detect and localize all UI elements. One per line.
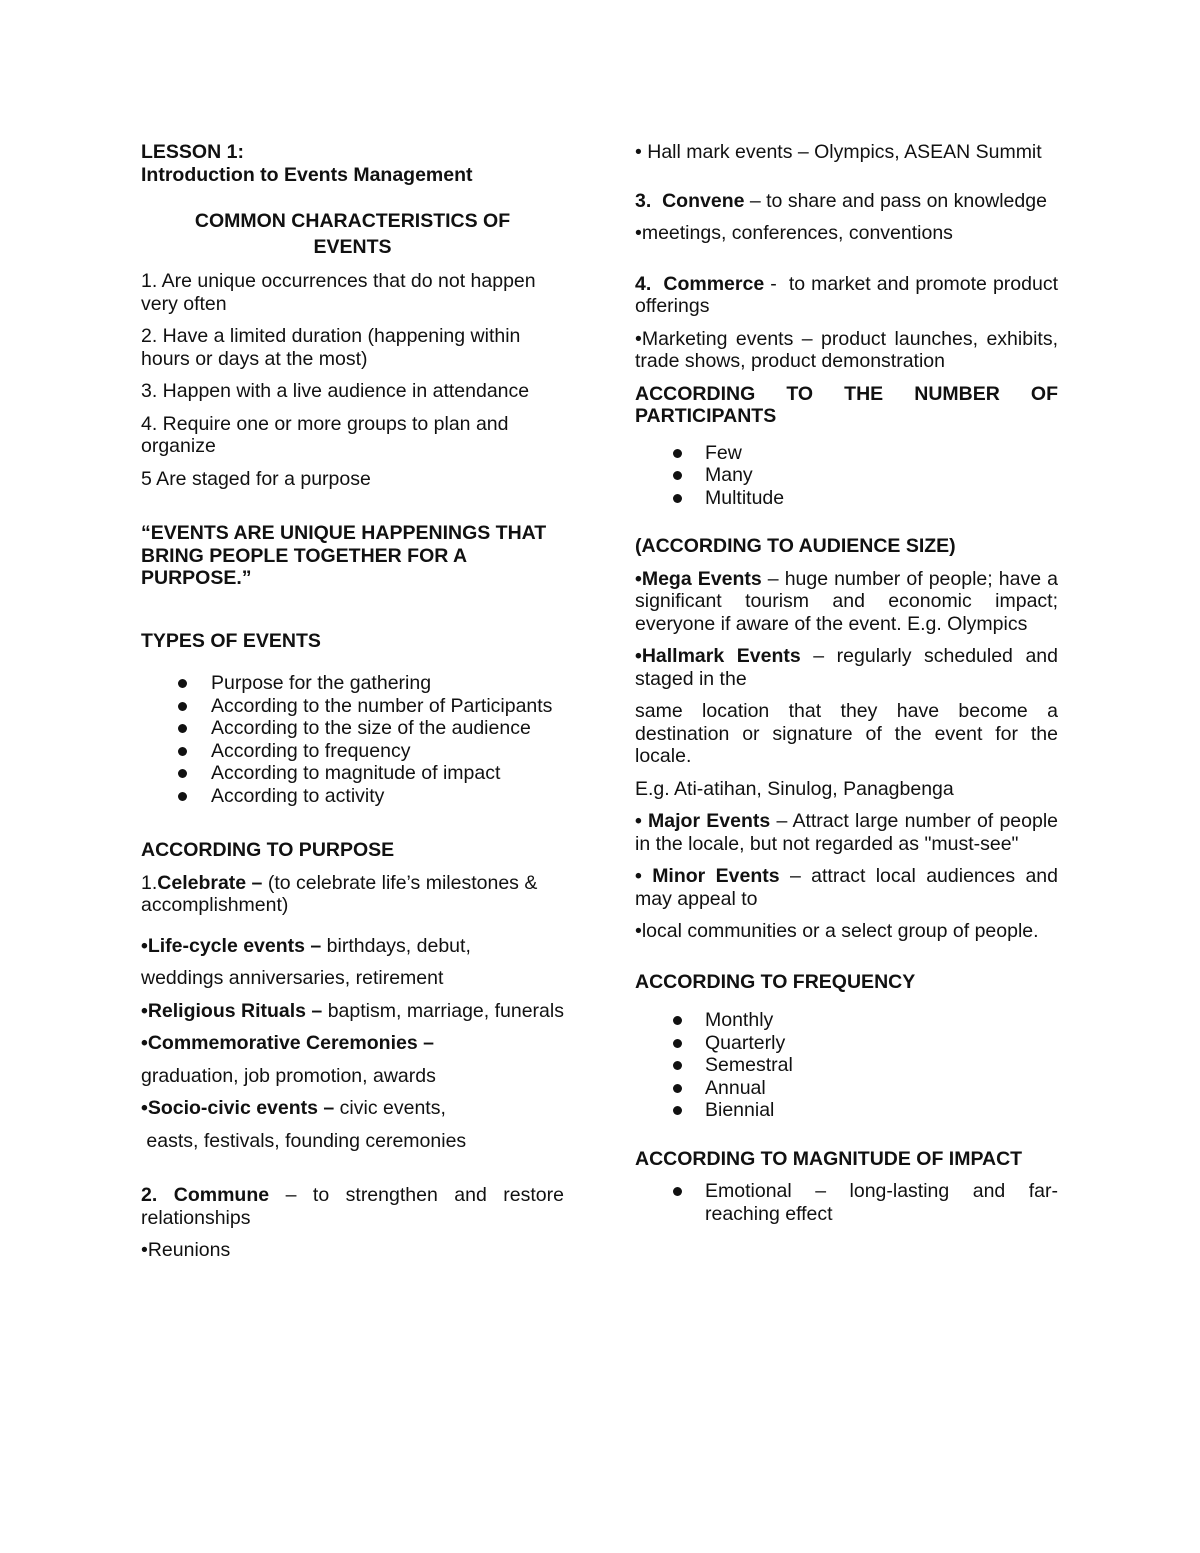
list-item: Multitude	[635, 487, 1058, 510]
list-item: Quarterly	[635, 1032, 1058, 1055]
lesson-title: LESSON 1:	[141, 141, 244, 163]
bullet-icon	[673, 1187, 682, 1196]
audience-heading: (ACCORDING TO AUDIENCE SIZE)	[635, 535, 956, 557]
lifecycle-paragraph: •Life-cycle events – birthdays, debut,	[141, 934, 471, 957]
commerce-examples: •Marketing events – product launches, exhibits, trade shows, product demonstration	[635, 327, 1058, 372]
lifecycle-continuation: weddings anniversaries, retirement	[141, 967, 444, 989]
list-item: According to magnitude of impact	[141, 762, 564, 785]
major-events-paragraph: • Major Events – Attract large number of people in the locale, but not regarded as "must-see"	[635, 810, 1058, 855]
participants-heading: ACCORDING TO THE NUMBER OF PARTICIPANTS	[635, 382, 1058, 427]
characteristics-heading-line1: COMMON CHARACTERISTICS OF	[194, 210, 511, 232]
bullet-icon	[673, 1016, 682, 1025]
frequency-heading: ACCORDING TO FREQUENCY	[635, 970, 916, 993]
impact-heading: ACCORDING TO MAGNITUDE OF IMPACT	[635, 1147, 1023, 1170]
impact-list	[635, 1180, 1058, 1225]
characteristic-item: 1. Are unique occurrences that do not happen very often	[141, 270, 536, 315]
reunions-item: •Reunions	[141, 1239, 231, 1261]
list-item: Purpose for the gathering	[141, 672, 564, 695]
bullet-icon	[673, 1061, 682, 1070]
frequency-list	[635, 1009, 1058, 1122]
commune-paragraph: 2. Commune – to strengthen and restore relationships	[141, 1184, 564, 1229]
bullet-icon	[178, 769, 187, 778]
minor-continuation: •local communities or a select group of people.	[635, 920, 1039, 942]
list-item: According to activity	[141, 785, 564, 808]
lesson-subtitle: Introduction to Events Management	[141, 163, 473, 186]
list-item: According to frequency	[141, 740, 564, 763]
hallmark-examples: E.g. Ati-atihan, Sinulog, Panagbenga	[635, 777, 954, 800]
hallmark-events-paragraph: •Hallmark Events – regularly scheduled and staged in the	[635, 645, 1058, 690]
events-quote: “EVENTS ARE UNIQUE HAPPENINGS THAT BRING PEOPLE TOGETHER FOR A PURPOSE.”	[141, 522, 547, 589]
sociocivic-continuation: easts, festivals, founding ceremonies	[141, 1129, 467, 1152]
hallmark-line: • Hall mark events – Olympics, ASEAN Summit	[635, 141, 1042, 163]
purpose-heading: ACCORDING TO PURPOSE	[141, 839, 395, 861]
convene-examples: •meetings, conferences, conventions	[635, 222, 953, 244]
bullet-icon	[673, 1039, 682, 1048]
list-item: Biennial	[635, 1099, 1058, 1122]
commemorative-continuation: graduation, job promotion, awards	[141, 1064, 436, 1087]
characteristic-item: 4. Require one or more groups to plan and organize	[141, 412, 509, 457]
sociocivic-paragraph: •Socio-civic events – civic events,	[141, 1097, 446, 1119]
religious-paragraph: •Religious Rituals – baptism, marriage, funerals	[141, 999, 564, 1022]
right-column	[635, 141, 1064, 1235]
commerce-paragraph: 4. Commerce - to market and promote product offerings	[635, 272, 1064, 317]
celebrate-paragraph: 1.Celebrate – (to celebrate life’s milestones & accomplishment)	[141, 871, 538, 916]
mega-events-paragraph: •Mega Events – huge number of people; have a significant tourism and economic impact; everyone if aware of the event. E.g. Olympics	[635, 567, 1058, 635]
characteristics-heading-line2: EVENTS	[313, 236, 392, 258]
minor-events-paragraph: • Minor Events – attract local audiences and may appeal to	[635, 865, 1058, 910]
list-item: Semestral	[635, 1054, 1058, 1077]
list-item: Monthly	[635, 1009, 1058, 1032]
commemorative-paragraph: •Commemorative Ceremonies –	[141, 1032, 434, 1054]
bullet-icon	[178, 747, 187, 756]
left-column	[141, 141, 564, 1272]
bullet-icon	[178, 702, 187, 711]
list-item: Many	[635, 464, 1058, 487]
types-list	[141, 672, 564, 807]
bullet-icon	[673, 471, 682, 480]
participants-list	[635, 442, 1058, 510]
list-item: Annual	[635, 1077, 1058, 1100]
characteristic-item: 5 Are staged for a purpose	[141, 467, 371, 490]
characteristic-item: 2. Have a limited duration (happening within hours or days at the most)	[141, 325, 521, 370]
list-item: Emotional – long-lasting and far-reaching effect	[635, 1180, 1058, 1225]
bullet-icon	[673, 1084, 682, 1093]
bullet-icon	[178, 792, 187, 801]
hallmark-continuation: same location that they have become a destination or signature of the event for the locale.	[635, 700, 1058, 767]
bullet-icon	[673, 494, 682, 503]
list-item: According to the size of the audience	[141, 717, 564, 740]
list-item: According to the number of Participants	[141, 695, 564, 718]
list-item: Few	[635, 442, 1058, 465]
types-heading: TYPES OF EVENTS	[141, 629, 321, 652]
bullet-icon	[673, 449, 682, 458]
bullet-icon	[178, 724, 187, 733]
characteristic-item: 3. Happen with a live audience in attendance	[141, 380, 530, 402]
bullet-icon	[178, 679, 187, 688]
convene-paragraph: 3. Convene – to share and pass on knowledge	[635, 189, 1047, 212]
bullet-icon	[673, 1106, 682, 1115]
